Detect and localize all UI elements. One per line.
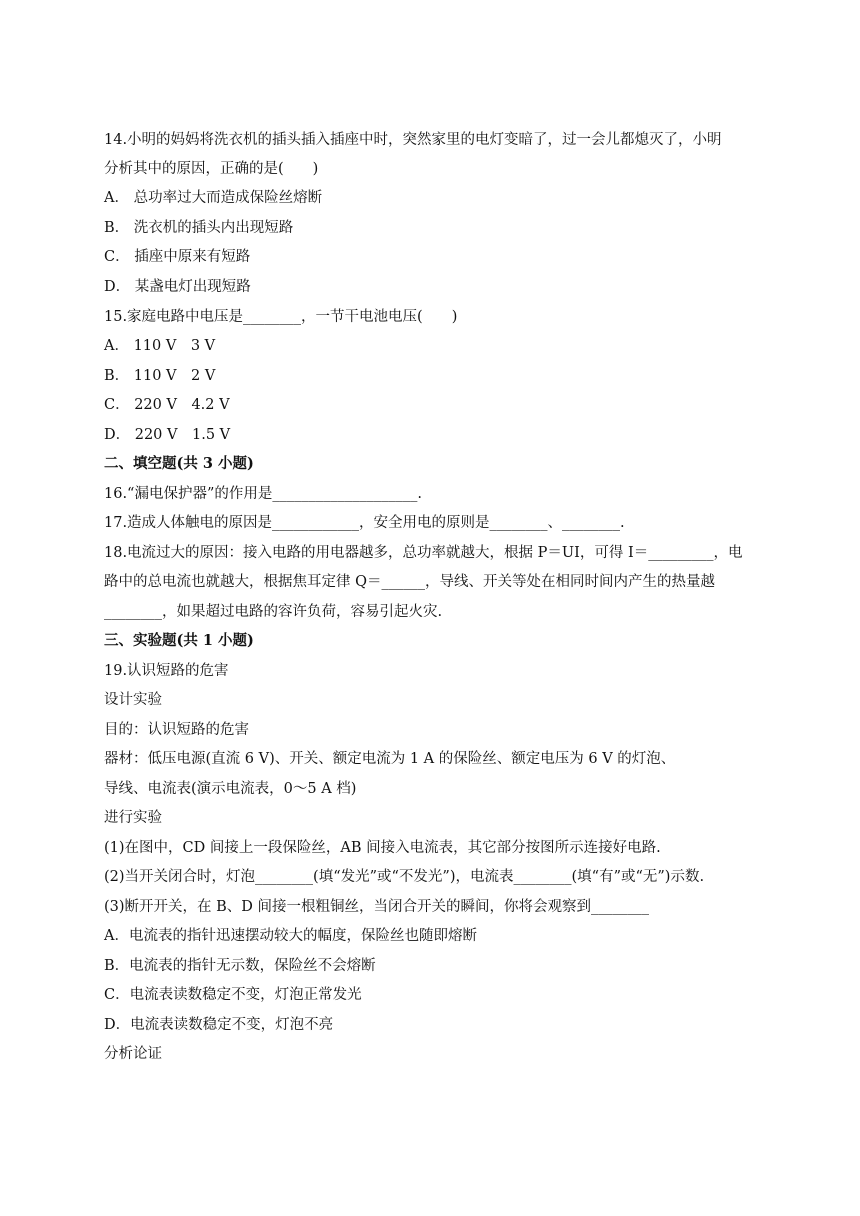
- q19-option-c: C．电流表读数稳定不变，灯泡正常发光: [104, 987, 362, 1003]
- q19-step3: (3)断开开关，在 B、D 间接一根粗铜丝，当闭合开关的瞬间，你将会观察到________: [104, 899, 650, 915]
- q19-materials-line2: 导线、电流表(演示电流表，0～5 A 档): [104, 781, 357, 797]
- q19-step1: (1)在图中，CD 间接上一段保险丝，AB 间接入电流表，其它部分按图所示连接好电路.: [104, 840, 661, 856]
- q19-design-heading: 设计实验: [104, 692, 162, 708]
- q19-procedure-heading: 进行实验: [104, 810, 162, 826]
- q17-stem: 17.造成人体触电的原因是____________，安全用电的原则是________、________.: [104, 515, 625, 531]
- q18-stem-line1: 18.电流过大的原因：接入电路的用电器越多，总功率就越大，根据 P＝UI，可得 I＝_________，电: [104, 545, 743, 561]
- q19-option-a: A．电流表的指针迅速摆动较大的幅度，保险丝也随即熔断: [104, 928, 477, 944]
- q14-stem-line2: 分析其中的原因，正确的是( ): [104, 161, 319, 177]
- section-heading-experiment: 三、实验题(共 1 小题): [104, 632, 254, 649]
- q15-option-c: C． 220 V 4.2 V: [104, 397, 230, 413]
- q14-option-b: B． 洗衣机的插头内出现短路: [104, 220, 294, 236]
- q19-option-d: D．电流表读数稳定不变，灯泡不亮: [104, 1017, 334, 1033]
- q19-analysis-heading: 分析论证: [104, 1046, 162, 1062]
- q19-step2: (2)当开关闭合时，灯泡________(填“发光”或“不发光”)，电流表________(填“有”或“无”)示数.: [104, 869, 705, 885]
- q19-title: 19.认识短路的危害: [104, 663, 229, 679]
- q14-option-a: A． 总功率过大而造成保险丝熔断: [104, 190, 323, 206]
- q19-purpose: 目的：认识短路的危害: [104, 722, 249, 738]
- q14-stem-line1: 14.小明的妈妈将洗衣机的插头插入插座中时，突然家里的电灯变暗了，过一会儿都熄灭了，小明: [104, 132, 722, 148]
- q15-option-a: A． 110 V 3 V: [104, 338, 216, 354]
- q18-stem-line2: 路中的总电流也就越大，根据焦耳定律 Q＝______，导线、开关等处在相同时间内产生的热量越: [104, 574, 715, 590]
- q19-option-b: B．电流表的指针无示数，保险丝不会熔断: [104, 958, 376, 974]
- q16-stem: 16.“漏电保护器”的作用是____________________.: [104, 486, 422, 502]
- q15-option-d: D． 220 V 1.5 V: [104, 427, 231, 443]
- q18-stem-line3: ________，如果超过电路的容许负荷，容易引起火灾.: [104, 604, 443, 620]
- q14-option-d: D． 某盏电灯出现短路: [104, 279, 251, 295]
- section-heading-fill-in: 二、填空题(共 3 小题): [104, 455, 254, 472]
- q15-option-b: B． 110 V 2 V: [104, 368, 216, 384]
- q19-materials-line1: 器材：低压电源(直流 6 V)、开关、额定电流为 1 A 的保险丝、额定电压为 6 V 的灯泡、: [104, 751, 676, 767]
- q14-option-c: C． 插座中原来有短路: [104, 249, 251, 265]
- q15-stem: 15.家庭电路中电压是________，一节干电池电压( ): [104, 309, 458, 325]
